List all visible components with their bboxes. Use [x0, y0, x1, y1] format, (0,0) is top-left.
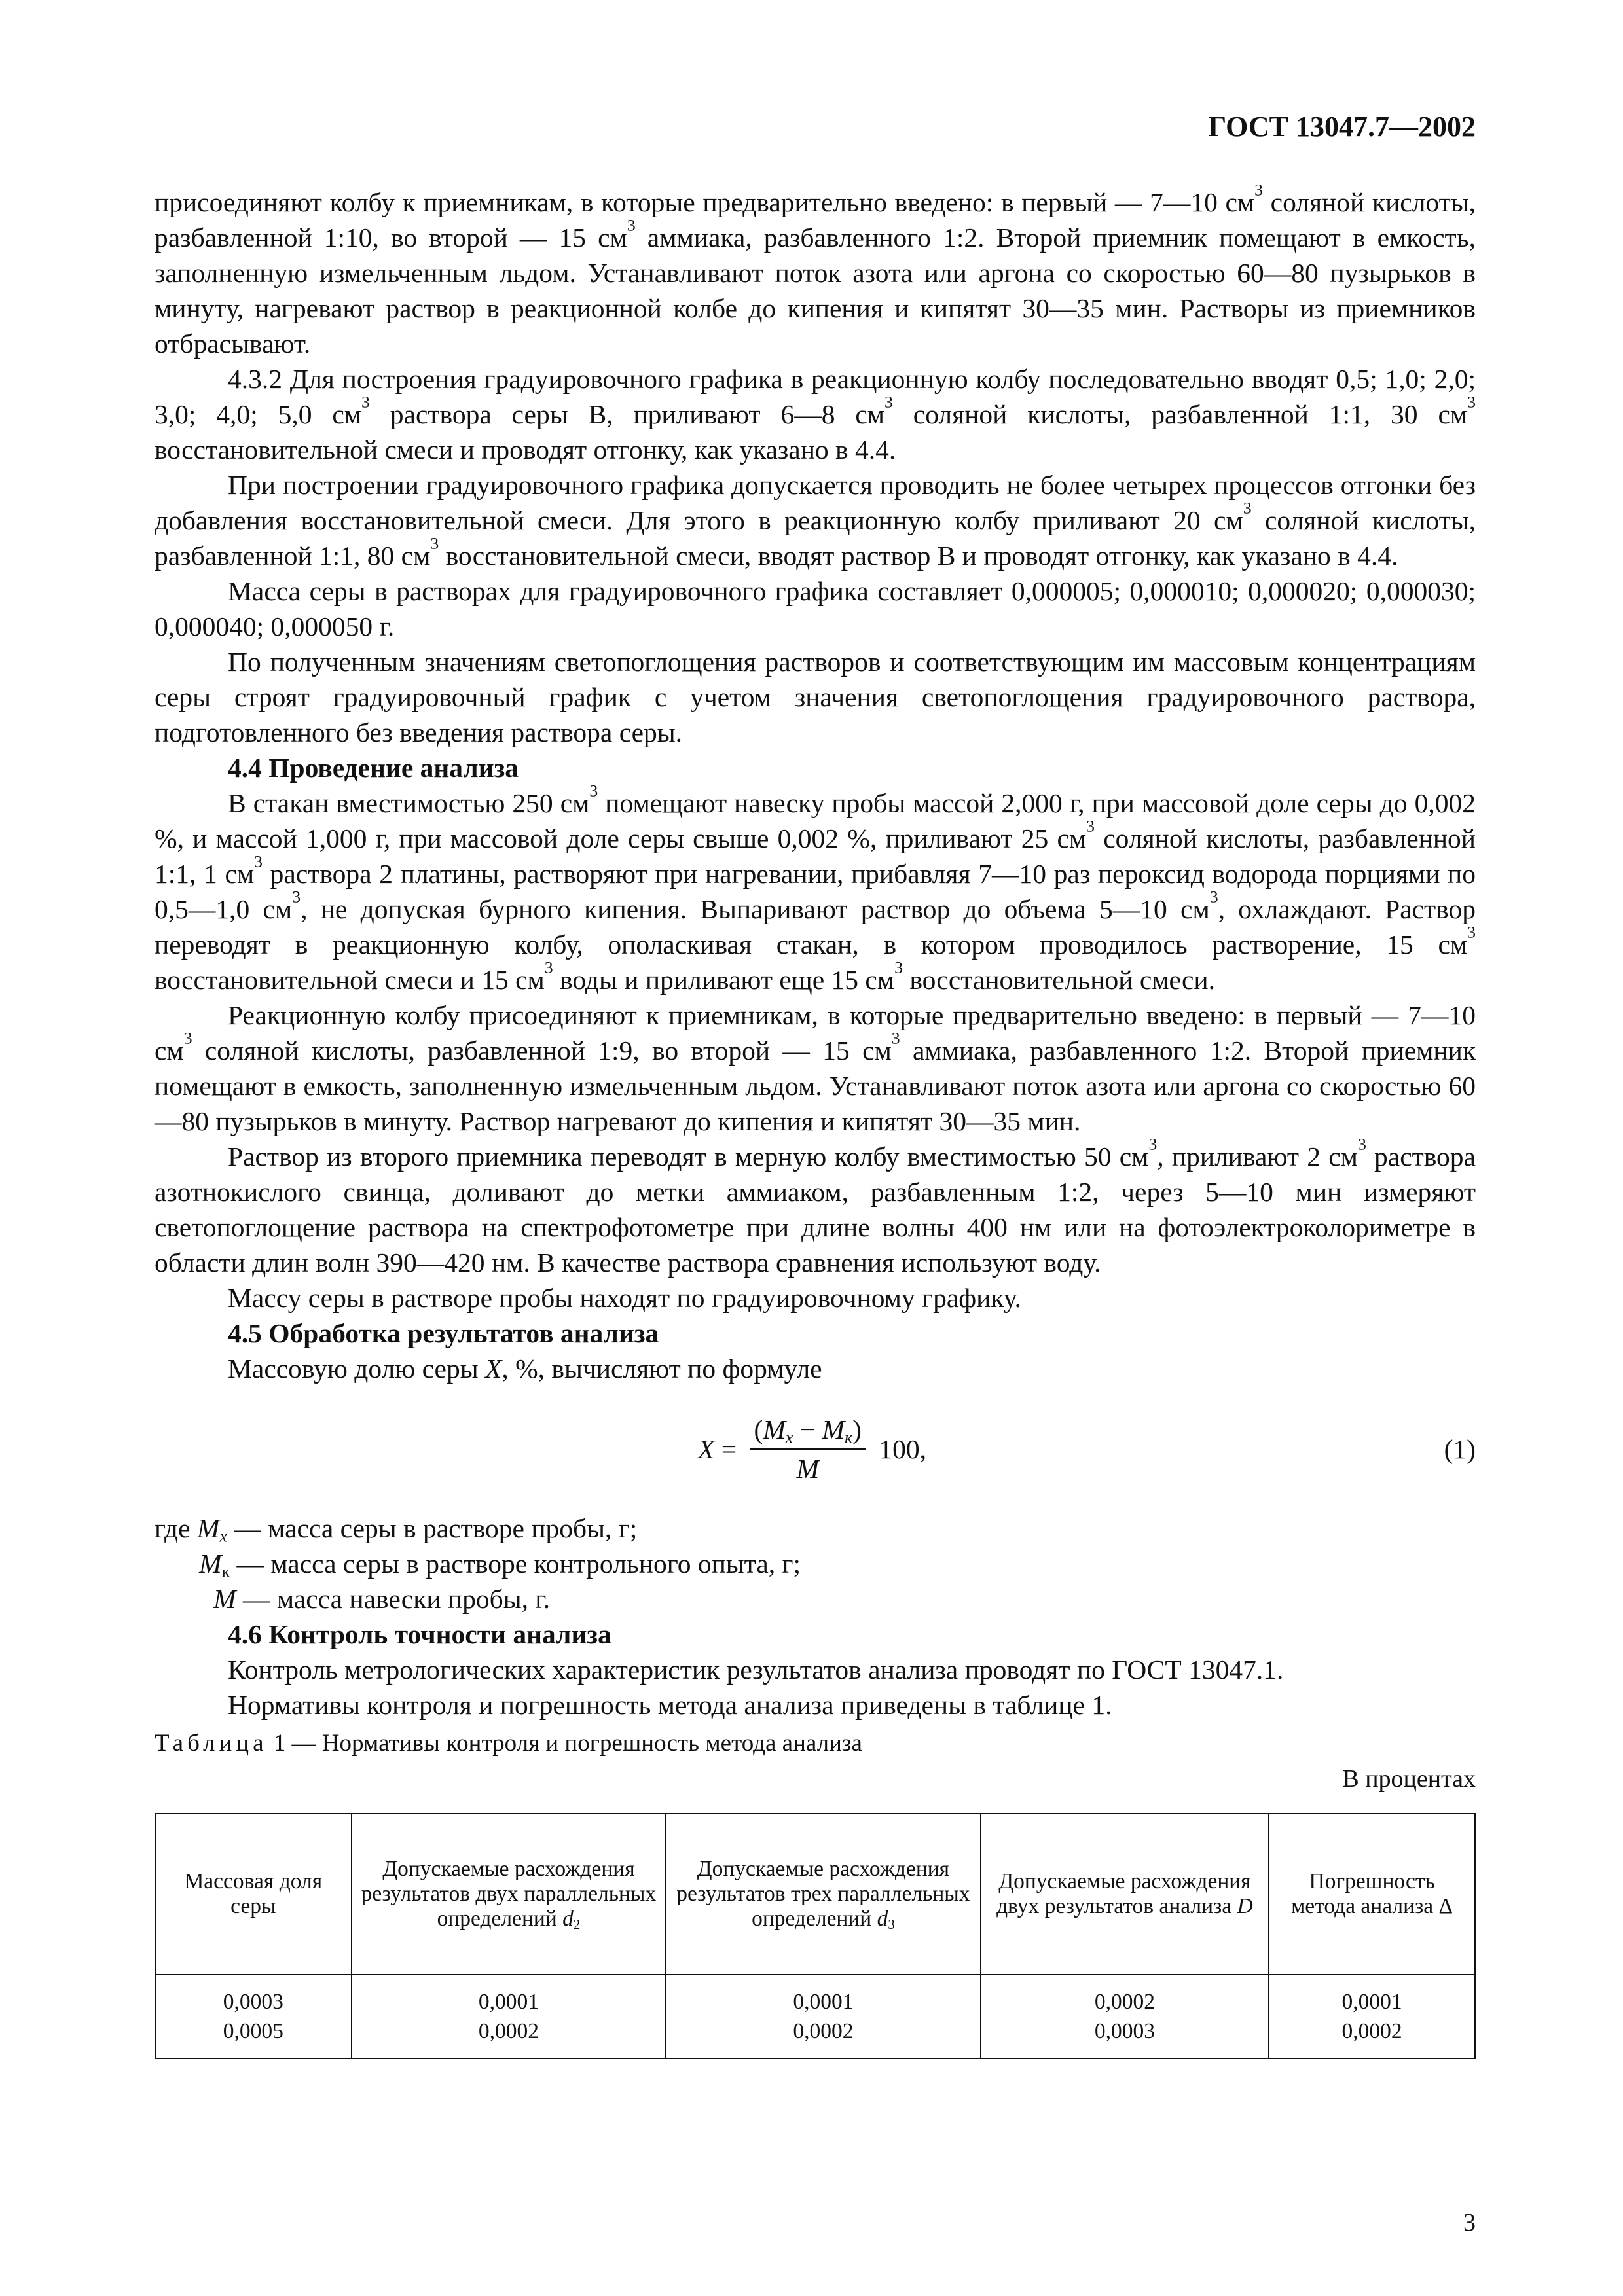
- table-cell: 0,0002: [981, 1975, 1269, 2017]
- column-header: Массовая доля серы: [155, 1814, 352, 1975]
- section-heading-4-4: 4.4 Проведение анализа: [228, 753, 519, 783]
- paragraph-4-3-2: 4.3.2 Для построения градуировочного графика в реакционную колбу последовательно вводят 0,5; 1,0; 2,0; 3,0; 4,0; 5,0 $см^3$ раствора серы В, приливают 6—8 $см^3$ соляной кислоты, разбавленной 1:1, 30 $см^3$ восстановительной смеси и проводят отгонку, как указано в 4.4.: [155, 364, 1476, 465]
- formula-expression: X = $\frac{(M_x - M_к)}{M}$ 100,: [698, 1414, 926, 1484]
- formula-number: (1): [1444, 1434, 1476, 1464]
- document-header: ГОСТ 13047.7—2002: [1208, 111, 1476, 143]
- paragraph: Контроль метрологических характеристик результатов анализа проводят по ГОСТ 13047.1.: [228, 1655, 1284, 1685]
- table-cell: 0,0002: [666, 2017, 980, 2058]
- legend-item: M — масса навески пробы, г.: [213, 1584, 551, 1614]
- legend-item: где $M_x$ — масса серы в растворе пробы, г;: [155, 1513, 638, 1546]
- table-caption: Таблица 1 — Нормативы контроля и погрешность метода анализа: [155, 1730, 862, 1757]
- column-header: Погрешность метода анализа Δ: [1269, 1814, 1475, 1975]
- table-cell: 0,0002: [1269, 2017, 1475, 2058]
- table-row: [155, 2017, 1475, 2058]
- section-heading-4-6: 4.6 Контроль точности анализа: [228, 1619, 611, 1649]
- paragraph: При построении градуировочного графика допускается проводить не более четырех процессов отгонки без добавления восстановительной смеси. Для этого в реакционную колбу приливают 20 $см^3$ соляной кислоты, разбавленной 1:1, 80 $см^3$ восстановительной смеси, вводят раствор В и проводят отгонку, как указано в 4.4.: [155, 470, 1476, 571]
- formula-fraction: [750, 1413, 866, 1485]
- paragraph: Массу серы в растворе пробы находят по градуировочному графику.: [228, 1283, 1021, 1313]
- table-row: [155, 1975, 1475, 2017]
- paragraph: По полученным значениям светопоглощения растворов и соответствующим им массовым концентрациям серы строят градуировочный график с учетом значения светопоглощения градуировочного раствора, подготовленного без введения раствора серы.: [155, 647, 1476, 747]
- formula-legend: [155, 1511, 1476, 1617]
- formula-1: [155, 1403, 1476, 1495]
- paragraph: Масса серы в растворах для градуировочного графика составляет 0,000005; 0,000010; 0,000020; 0,000030; 0,000040; 0,000050 г.: [155, 576, 1476, 641]
- formula-numerator: $(M_x - M_к)$: [750, 1413, 866, 1450]
- paragraph: Массовую долю серы X, %, вычисляют по формуле: [228, 1354, 822, 1384]
- paragraph: Нормативы контроля и погрешность метода анализа приведены в таблице 1.: [228, 1690, 1112, 1720]
- paragraph: присоединяют колбу к приемникам, в которые предварительно введено: в первый — 7—10 $см^3$ соляной кислоты, разбавленной 1:10, во второй — 15 $см^3$ аммиака, разбавленного 1:2. Второй приемник помещают в емкость, заполненную измельченным льдом. Устанавливают поток азота или аргона со скоростью 60—80 пузырьков в минуту, нагревают раствор в реакционной колбе до кипения и кипятят 30—35 мин. Растворы из приемников отбрасывают.: [155, 180, 1476, 359]
- table-units: В процентах: [1342, 1765, 1476, 1793]
- norms-table: [155, 1813, 1476, 2059]
- table-cell: 0,0001: [1269, 1975, 1475, 2017]
- page-number: 3: [1463, 2209, 1476, 2236]
- paragraph: Реакционную колбу присоединяют к приемникам, в которые предварительно введено: в первый — 7—10 $см^3$ соляной кислоты, разбавленной 1:9, во второй — 15 $см^3$ аммиака, разбавленного 1:2. Второй приемник помещают в емкость, заполненную измельченным льдом. Устанавливают поток азота или аргона со скоростью 60—80 пузырьков в минуту. Раствор нагревают до кипения и кипятят 30—35 мин.: [155, 1000, 1476, 1136]
- legend-item: $M_к$ — масса серы в растворе контрольного опыта, г;: [199, 1549, 801, 1581]
- table-cell: 0,0005: [155, 2017, 352, 2058]
- column-header: Допускаемые расхождения результатов двух параллельных определений $d_2$: [352, 1814, 666, 1975]
- table-cell: 0,0003: [155, 1975, 352, 2017]
- paragraph: В стакан вместимостью 250 $см^3$ помещают навеску пробы массой 2,000 г, при массовой доле серы до 0,002 %, и массой 1,000 г, при массовой доле серы свыше 0,002 %, приливают 25 $см^3$ соляной кислоты, разбавленной 1:1, 1 $см^3$ раствора 2 платины, растворяют при нагревании, прибавляя 7—10 раз пероксид водорода порциями по 0,5—1,0 $см^3$, не допуская бурного кипения. Выпаривают раствор до объема 5—10 $см^3$, охлаждают. Раствор переводят в реакционную колбу, ополаскивая стакан, в котором проводилось растворение, 15 $см^3$ восстановительной смеси и 15 $см^3$ воды и приливают еще 15 $см^3$ восстановительной смеси.: [155, 781, 1476, 995]
- table-cell: 0,0002: [352, 2017, 666, 2058]
- column-header: Допускаемые расхождения двух результатов анализа D: [981, 1814, 1269, 1975]
- formula-denominator: M: [796, 1454, 820, 1484]
- table-header-row: [155, 1814, 1475, 1975]
- table-cell: 0,0003: [981, 2017, 1269, 2058]
- table-cell: 0,0001: [666, 1975, 980, 2017]
- document-body: [155, 180, 1476, 1723]
- section-heading-4-5: 4.5 Обработка результатов анализа: [228, 1318, 659, 1348]
- table-cell: 0,0001: [352, 1975, 666, 2017]
- column-header: Допускаемые расхождения результатов трех параллельных определений $d_3$: [666, 1814, 980, 1975]
- paragraph: Раствор из второго приемника переводят в мерную колбу вместимостью 50 $см^3$, приливают 2 $см^3$ раствора азотнокислого свинца, доливают до метки аммиаком, разбавленным 1:2, через 5—10 мин измеряют светопоглощение раствора на спектрофотометре при длине волны 400 нм или на фотоэлектроколориметре в области длин волн 390—420 нм. В качестве раствора сравнения используют воду.: [155, 1134, 1476, 1278]
